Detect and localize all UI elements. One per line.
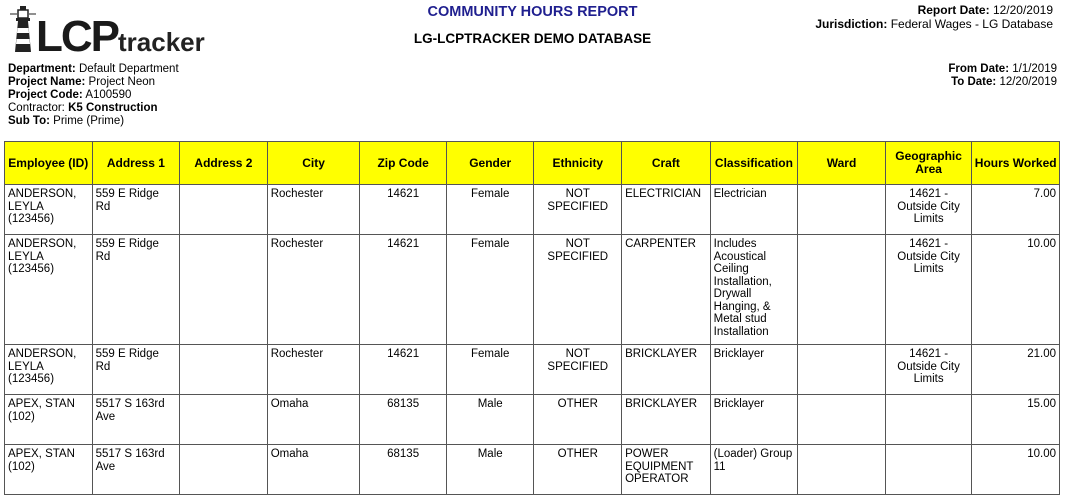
craft-cell: BRICKLAYER <box>622 395 711 445</box>
column-header: Gender <box>446 142 534 185</box>
column-header: Ethnicity <box>534 142 622 185</box>
employee-cell: ANDERSON, LEYLA (123456) <box>5 185 93 235</box>
department-label: Department: <box>8 63 76 75</box>
ward-cell <box>798 185 886 235</box>
report-title: COMMUNITY HOURS REPORT <box>427 4 638 20</box>
ethnicity-cell: NOT SPECIFIED <box>534 235 622 345</box>
contractor-label: Contractor: <box>8 102 65 114</box>
city-cell: Rochester <box>267 185 360 235</box>
city-cell: Omaha <box>267 395 360 445</box>
gender-cell: Female <box>446 345 534 395</box>
hours-cell: 15.00 <box>972 395 1060 445</box>
ethnicity-cell: NOT SPECIFIED <box>534 185 622 235</box>
ward-cell <box>798 445 886 495</box>
gender-cell: Female <box>446 185 534 235</box>
report-date-label: Report Date: <box>917 3 990 17</box>
sub-to: Prime (Prime) <box>53 115 125 127</box>
project-info <box>8 63 179 128</box>
column-header: Zip Code <box>360 142 447 185</box>
city-cell: Rochester <box>267 235 360 345</box>
hours-cell: 10.00 <box>972 235 1060 345</box>
address1-cell: 559 E Ridge Rd <box>92 345 180 395</box>
ethnicity-cell: OTHER <box>534 445 622 495</box>
zip-cell: 68135 <box>360 395 447 445</box>
database-title: LG-LCPTRACKER DEMO DATABASE <box>413 31 652 46</box>
hours-cell: 21.00 <box>972 345 1060 395</box>
project-name: Project Neon <box>88 76 156 88</box>
column-header: Hours Worked <box>972 142 1060 185</box>
classification-cell: (Loader) Group 11 <box>710 445 798 495</box>
gender-cell: Male <box>446 395 534 445</box>
from-date: 1/1/2019 <box>1012 63 1057 75</box>
table-row <box>5 395 1060 445</box>
table-row <box>5 235 1060 345</box>
geo-area-cell: 14621 - Outside City Limits <box>885 345 972 395</box>
svg-text:LCP: LCP <box>36 12 118 56</box>
address1-cell: 559 E Ridge Rd <box>92 235 180 345</box>
column-header: Address 2 <box>180 142 268 185</box>
geo-area-cell: 14621 - Outside City Limits <box>885 185 972 235</box>
hours-cell: 10.00 <box>972 445 1060 495</box>
classification-cell: Bricklayer <box>710 345 798 395</box>
hours-cell: 7.00 <box>972 185 1060 235</box>
column-header: Classification <box>710 142 798 185</box>
address2-cell <box>180 235 268 345</box>
classification-cell: Includes Acoustical Ceiling Installation, Drywall Hanging, & Metal stud Installation <box>710 235 798 345</box>
classification-cell: Bricklayer <box>710 395 798 445</box>
date-range <box>948 63 1057 89</box>
column-header: Craft <box>622 142 711 185</box>
ward-cell <box>798 345 886 395</box>
gender-cell: Male <box>446 445 534 495</box>
address2-cell <box>180 345 268 395</box>
ethnicity-cell: OTHER <box>534 395 622 445</box>
geo-area-cell <box>885 395 972 445</box>
column-header: Ward <box>798 142 886 185</box>
zip-cell: 14621 <box>360 235 447 345</box>
craft-cell: BRICKLAYER <box>622 345 711 395</box>
column-header: Address 1 <box>92 142 180 185</box>
employee-cell: APEX, STAN (102) <box>5 445 93 495</box>
address2-cell <box>180 445 268 495</box>
project-name-label: Project Name: <box>8 76 86 88</box>
city-cell: Omaha <box>267 445 360 495</box>
craft-cell: ELECTRICIAN <box>622 185 711 235</box>
table-header-row <box>5 142 1060 185</box>
craft-cell: CARPENTER <box>622 235 711 345</box>
table-row <box>5 345 1060 395</box>
project-code: A100590 <box>85 89 132 101</box>
geo-area-cell: 14621 - Outside City Limits <box>885 235 972 345</box>
column-header: Employee (ID) <box>5 142 93 185</box>
address2-cell <box>180 185 268 235</box>
address1-cell: 5517 S 163rd Ave <box>92 395 180 445</box>
table-row <box>5 185 1060 235</box>
column-header: Geographic Area <box>885 142 972 185</box>
report-date: 12/20/2019 <box>992 3 1053 17</box>
employee-cell: ANDERSON, LEYLA (123456) <box>5 235 93 345</box>
employee-cell: ANDERSON, LEYLA (123456) <box>5 345 93 395</box>
address1-cell: 559 E Ridge Rd <box>92 185 180 235</box>
table-row <box>5 445 1060 495</box>
to-date-label: To Date: <box>951 76 997 88</box>
address1-cell: 5517 S 163rd Ave <box>92 445 180 495</box>
project-code-label: Project Code: <box>8 89 83 101</box>
classification-cell: Electrician <box>710 185 798 235</box>
ethnicity-cell: NOT SPECIFIED <box>534 345 622 395</box>
from-date-label: From Date: <box>948 63 1010 75</box>
city-cell: Rochester <box>267 345 360 395</box>
geo-area-cell <box>885 445 972 495</box>
employee-cell: APEX, STAN (102) <box>5 395 93 445</box>
address2-cell <box>180 395 268 445</box>
zip-cell: 14621 <box>360 185 447 235</box>
column-header: City <box>267 142 360 185</box>
jurisdiction: Federal Wages - LG Database <box>890 17 1053 31</box>
svg-text:tracker: tracker <box>118 27 205 56</box>
zip-cell: 14621 <box>360 345 447 395</box>
to-date: 12/20/2019 <box>999 76 1057 88</box>
craft-cell: POWER EQUIPMENT OPERATOR <box>622 445 711 495</box>
zip-cell: 68135 <box>360 445 447 495</box>
report-meta <box>815 3 1053 31</box>
department: Default Department <box>78 63 179 75</box>
gender-cell: Female <box>446 235 534 345</box>
jurisdiction-label: Jurisdiction: <box>815 17 888 31</box>
ward-cell <box>798 235 886 345</box>
ward-cell <box>798 395 886 445</box>
community-hours-table <box>4 141 1060 495</box>
sub-to-label: Sub To: <box>8 115 50 127</box>
contractor: K5 Construction <box>68 102 158 114</box>
